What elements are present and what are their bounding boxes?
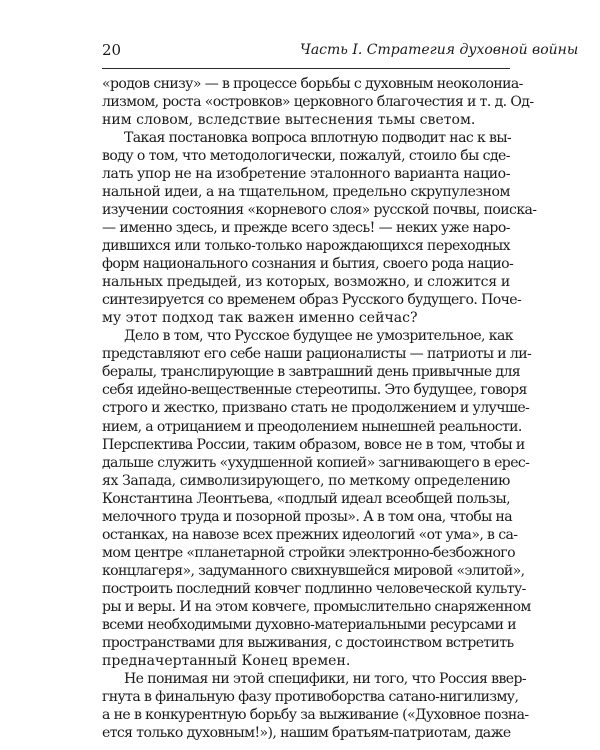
text-line: гнута в финальную фазу противоборства сатано-нигилизму, [102,688,519,705]
text-line: ется только духовным!»), нашим братьям-патриотам, даже [102,724,511,741]
text-line: изучении состояния «корневого слоя» русской почвы, поиска- [102,202,537,219]
text-line: пространствами для выживания, с достоинством встретить [102,634,514,651]
text-line: останках, на навозе всех прежних идеологий «от ума», в са- [102,526,518,543]
text-line: представляют его себе наши рационалисты — патриоты и ли- [102,346,532,363]
page-number: 20 [102,41,122,59]
part-title: Часть I. Стратегия духовной войны [300,42,579,58]
text-line: концлагеря», задуманного свихнувшейся мировой «элитой», [102,562,525,579]
text-line: лать упор не на изобретение эталонного варианта нацио- [102,166,511,183]
text-line: всеми необходимыми духовно-материальными ресурсами и [102,616,517,633]
text-line: нальной идеи, а на тщательном, предельно скрупулезном [102,184,511,201]
text-line: ры и веры. И на этом ковчеге, промыслительно снаряженном [102,598,531,615]
text-line: строго и жестко, призвано стать не продолжением и улучше- [102,400,530,417]
text-line: дившихся или только-только нарождающихся переходных [102,238,510,255]
text-line: Не понимая ни этой специфики, ни того, что Россия ввер- [124,670,527,687]
text-line: мелочного труда и позорной прозы». А в том она, чтобы на [102,508,513,525]
text-line: ним словом, вследствие вытеснения тьмы светом. [102,112,476,129]
text-line: Константина Леонтьева, «подлый идеал всеобщей пользы, [102,490,511,507]
text-line: Такая постановка вопроса вплотную подводит нас к вы- [124,130,512,147]
text-line: нием, а отрицанием и преодолением нынешней реальности. [102,418,522,435]
text-line: воду о том, что методологически, пожалуй, стоило бы сде- [102,148,510,165]
text-line: «родов снизу» — в процессе борьбы с духовным неоколониа- [102,76,523,92]
text-line: ях Запада, символизирующего, по меткому определению [102,472,510,489]
text-line: — именно здесь, и прежде всего здесь! — неких уже наро- [102,220,510,237]
text-line: предначертанный Конец времен. [102,652,351,669]
text-line: Дело в том, что Русское будущее не умозрительное, как [124,328,513,345]
text-line: форм национального сознания и бытия, своего рода нацио- [102,256,514,273]
text-line: построить последний ковчег подлинно человеческой культу- [102,580,526,597]
text-line: му этот подход так важен именно сейчас? [102,310,418,327]
text-line: Перспектива России, таким образом, вовсе не в том, чтобы и [102,436,525,453]
text-line: себя идейно-вещественные стереотипы. Это будущее, говоря [102,382,527,399]
text-line: а не в конкурентную борьбу за выживание («Духовное позна- [102,706,529,723]
text-line: синтезируется со временем образ Русского будущего. Поче- [102,292,522,309]
text-line: нальных предыдей, из которых, возможно, и сложится и [102,274,510,291]
text-line: лизмом, роста «островков» церковного благочестия и т. д. Од- [102,94,534,111]
text-line: мом центре «планетарной стройки электронно-безбожного [102,544,515,561]
text-line: бералы, транслирующие в завтрашний день привычные для [102,364,521,381]
text-line: дальше служить «ухудшенной копией» загнивающего в ерес- [102,454,530,471]
